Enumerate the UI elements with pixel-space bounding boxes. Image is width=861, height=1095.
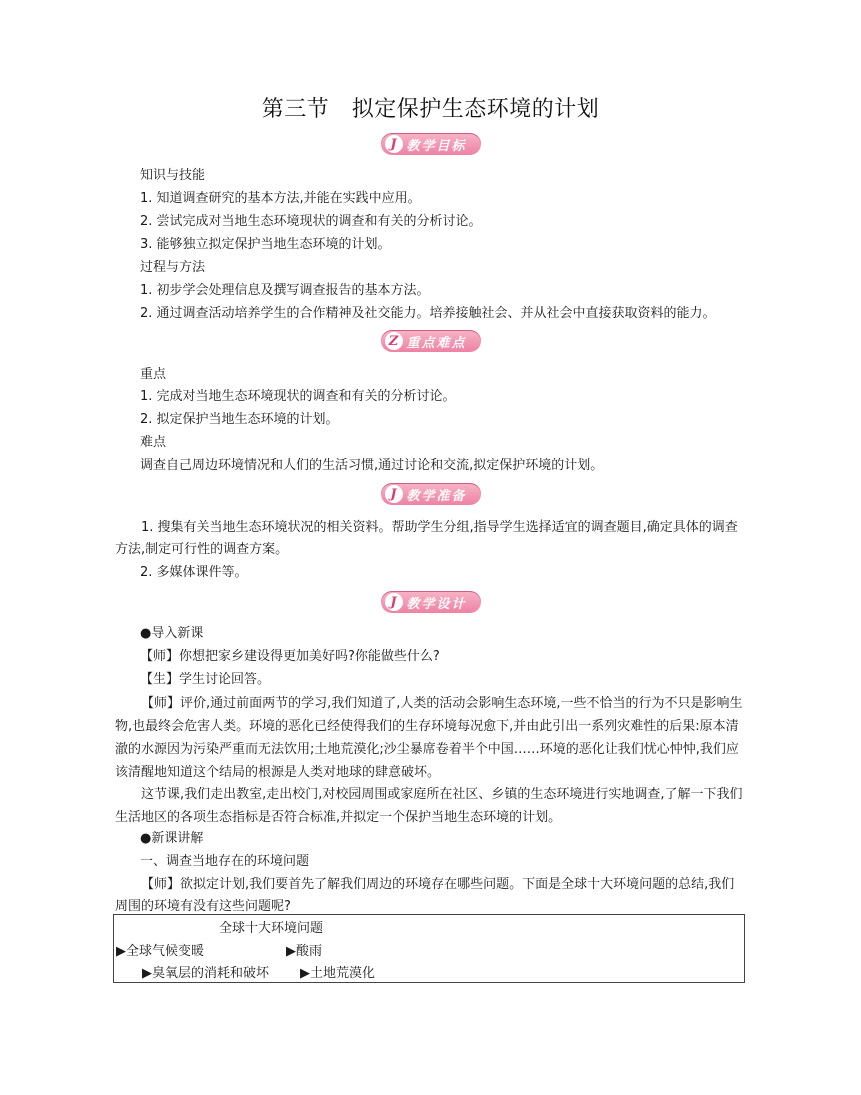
badge-letter: J [384, 135, 402, 153]
badge-letter: J [384, 485, 402, 503]
section-badge-key-points [380, 330, 480, 352]
heading-knowledge: 知识与技能 [140, 168, 206, 183]
heading-process: 过程与方法 [140, 260, 206, 275]
heading-key: 重点 [140, 367, 167, 382]
badge-label: 教学设计 [406, 596, 467, 612]
section-heading: 一、调查当地存在的环境问题 [140, 854, 310, 869]
table-item: ▶酸雨 [286, 944, 322, 959]
objective-item: 1. 初步学会处理信息及撰写调查报告的基本方法。 [140, 283, 430, 298]
new-lesson-heading: ●新课讲解 [140, 831, 204, 846]
badge-letter: J [384, 593, 402, 611]
badge-label: 重点难点 [406, 335, 467, 351]
prep-item: 2. 多媒体课件等。 [140, 565, 248, 580]
badge-letter: Z [384, 332, 402, 350]
page-title: 第三节 拟定保护生态环境的计划 [261, 97, 600, 122]
student-line: 【生】学生讨论回答。 [140, 672, 271, 687]
section-badge-objectives [380, 133, 480, 155]
badge-label: 教学准备 [406, 488, 467, 504]
teacher-line: 【师】你想把家乡建设得更加美好吗?你能做些什么? [140, 649, 440, 664]
key-item: 1. 完成对当地生态环境现状的调查和有关的分析讨论。 [140, 389, 456, 404]
objective-item: 2. 尝试完成对当地生态环境现状的调查和有关的分析讨论。 [140, 214, 482, 229]
difficult-item: 调查自己周边环境情况和人们的生活习惯,通过讨论和交流,拟定保护环境的计划。 [140, 458, 604, 473]
teacher-paragraph: 【师】欲拟定计划,我们要首先了解我们周边的环境存在哪些问题。下面是全球十大环境问题的总结,我们周围的环境有没有这些问题呢? [115, 877, 735, 914]
key-item: 2. 拟定保护当地生态环境的计划。 [140, 412, 339, 427]
heading-difficult: 难点 [140, 435, 167, 450]
section-badge-design [380, 591, 480, 613]
objective-item: 1. 知道调查研究的基本方法,并能在实践中应用。 [140, 191, 421, 206]
teacher-paragraph: 【师】评价,通过前面两节的学习,我们知道了,人类的活动会影响生态环境,一些不恰当的行为不只是影响生物,也最终会危害人类。环境的恶化已经使得我们的生存环境每况愈下,并由此引出一系列灾难性的后果:原本清澈的水源因为污染严重而无法饮用;土地荒漠化;沙尘暴席卷着半个中国……环境的恶化让我们忧心忡忡,我们应该清醒地知道这个结局的根源是人类对地球的肆意破坏。 [115, 696, 743, 780]
intro-heading: ●导入新课 [140, 626, 204, 641]
table-item: ▶土地荒漠化 [300, 966, 375, 981]
badge-label: 教学目标 [406, 138, 467, 154]
objective-item: 3. 能够独立拟定保护当地生态环境的计划。 [140, 237, 391, 252]
objective-item: 2. 通过调查活动培养学生的合作精神及社交能力。培养接触社会、并从社会中直接获取资料的能力。 [140, 306, 716, 321]
prep-item: 1. 搜集有关当地生态环境状况的相关资料。帮助学生分组,指导学生选择适宜的调查题目,确定具体的调查方法,制定可行性的调查方案。 [115, 520, 738, 557]
section-badge-preparation [380, 483, 480, 505]
lesson-paragraph: 这节课,我们走出教室,走出校门,对校园周围或家庭所在社区、乡镇的生态环境进行实地调查,了解一下我们生活地区的各项生态指标是否符合标准,并拟定一个保护当地生态环境的计划。 [115, 787, 743, 825]
table-item: ▶全球气候变暖 [116, 944, 204, 959]
environment-problems-table [113, 914, 745, 983]
table-title: 全球十大环境问题 [219, 921, 324, 936]
table-item: ▶臭氧层的消耗和破坏 [142, 966, 269, 981]
